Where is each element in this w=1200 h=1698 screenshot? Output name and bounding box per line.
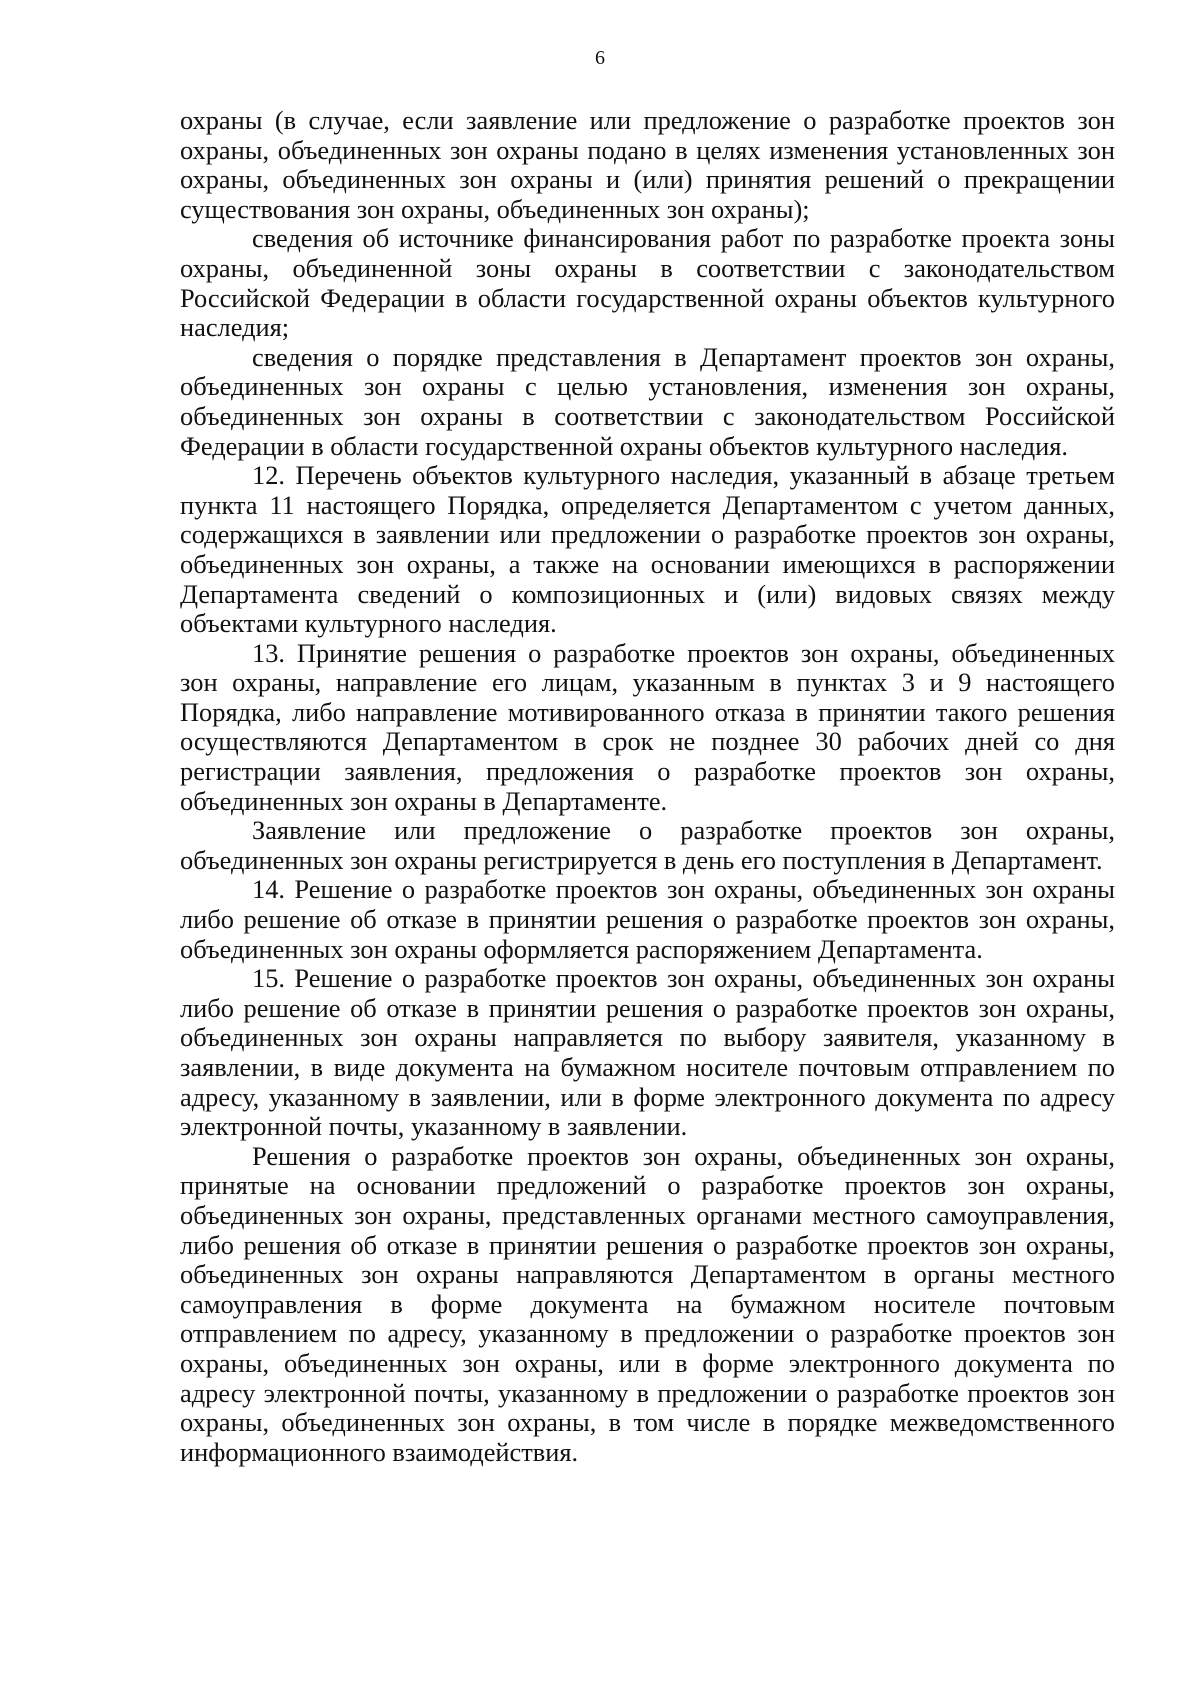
page-number: 6 [595, 47, 605, 69]
paragraph-local-government-decisions: Решения о разработке проектов зон охраны, объединенных зон охраны, принятые на основании предложений о разработке проектов зон охраны, объединенных зон охраны, представленных органами местного самоуправления, либо решения об отказе в принятии решения о разработке проектов зон охраны, объединенных зон охраны направляются Департаментом в органы местного самоуправления в форме документа на бумажном носителе почтовым отправлением по адресу, указанному в предложении о разработке проектов зон охраны, объединенных зон охраны, или в форме электронного документа по адресу электронной почты, указанному в предложении о разработке проектов зон охраны, объединенных зон охраны, в том числе в порядке межведомственного информационного взаимодействия. [180, 1140, 1115, 1467]
paragraph-registration: Заявление или предложение о разработке проектов зон охраны, объединенных зон охраны регистрируется в день его поступления в Департамент. [180, 815, 1115, 875]
paragraph-item-15: 15. Решение о разработке проектов зон охраны, объединенных зон охраны либо решение об отказе в принятии решения о разработке проектов зон охраны, объединенных зон охраны направляется по выбору заявителя, указанному в заявлении, в виде документа на бумажном носителе почтовым отправлением по адресу, указанному в заявлении, или в форме электронного документа по адресу электронной почты, указанному в заявлении. [180, 963, 1115, 1142]
paragraph-continuation: охраны (в случае, если заявление или предложение о разработке проектов зон охраны, объединенных зон охраны подано в целях изменения установленных зон охраны, объединенных зон охраны и (или) принятия решений о прекращении существования зон охраны, объединенных зон охраны); [180, 105, 1115, 224]
paragraph-item-14: 14. Решение о разработке проектов зон охраны, объединенных зон охраны либо решение об отказе в принятии решения о разработке проектов зон охраны, объединенных зон охраны оформляется распоряжением Департамента. [180, 874, 1115, 964]
paragraph-submission-procedure: сведения о порядке представления в Департамент проектов зон охраны, объединенных зон охраны с целью установления, изменения зон охраны, объединенных зон охраны в соответствии с законодательством Российской Федерации в области государственной охраны объектов культурного наследия. [180, 341, 1115, 461]
paragraph-item-13: 13. Принятие решения о разработке проектов зон охраны, объединенных зон охраны, направление его лицам, указанным в пунктах 3 и 9 настоящего Порядка, либо направление мотивированного отказа в принятии такого решения осуществляются Департаментом в срок не позднее 30 рабочих дней со дня регистрации заявления, предложения о разработке проектов зон охраны, объединенных зон охраны в Департаменте. [180, 637, 1115, 816]
paragraph-item-12: 12. Перечень объектов культурного наследия, указанный в абзаце третьем пункта 11 настоящего Порядка, определяется Департаментом с учетом данных, содержащихся в заявлении или предложении о разработке проектов зон охраны, объединенных зон охраны, а также на основании имеющихся в распоряжении Департамента сведений о композиционных и (или) видовых связях между объектами культурного наследия. [180, 460, 1115, 639]
paragraph-financing-info: сведения об источнике финансирования работ по разработке проекта зоны охраны, объединенной зоны охраны в соответствии с законодательством Российской Федерации в области государственной охраны объектов культурного наследия; [180, 223, 1115, 343]
document-body [180, 106, 1115, 1467]
